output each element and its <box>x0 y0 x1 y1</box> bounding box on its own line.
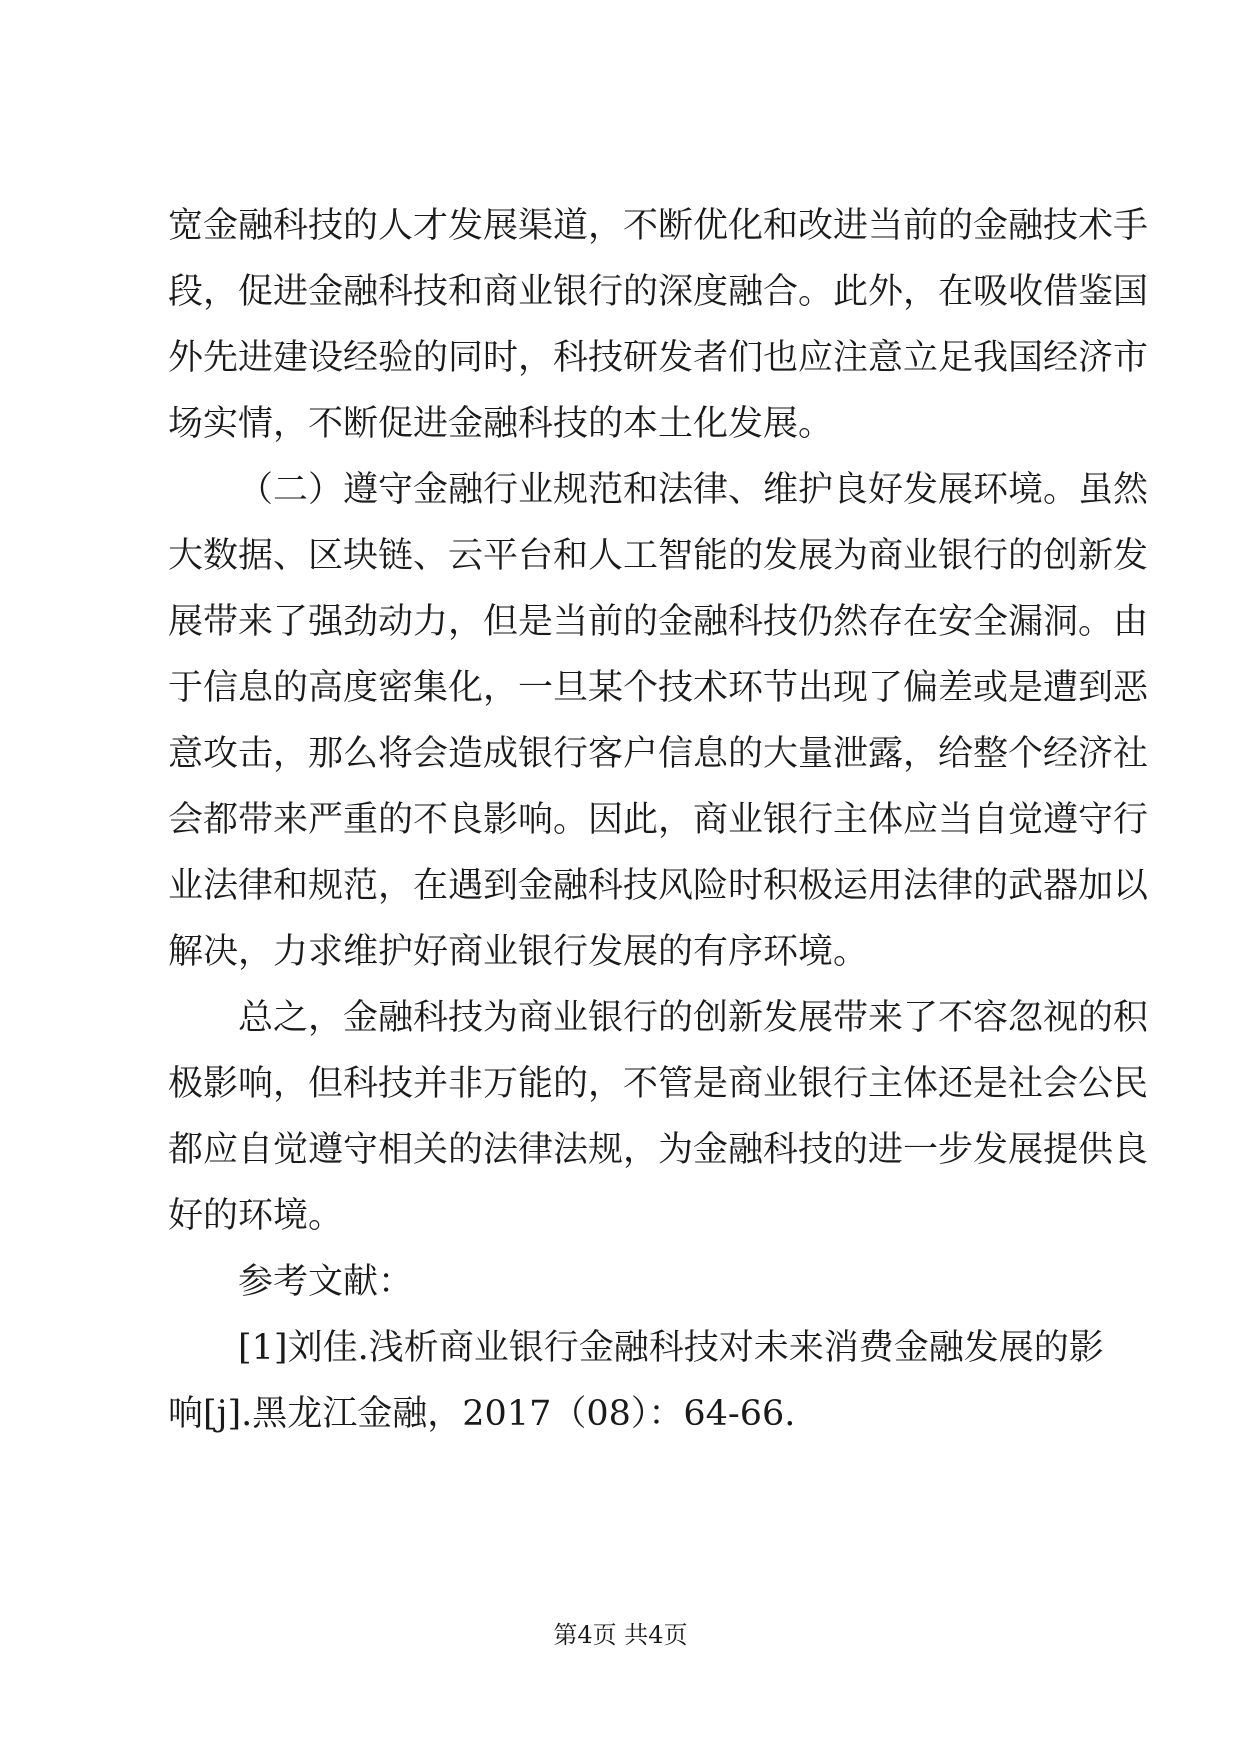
references-heading: 参考文献： <box>238 1262 414 1302</box>
conclusion-line-3: 都应自觉遵守相关的法律法规，为金融科技的进一步发展提供良 <box>168 1130 1149 1170</box>
body-line-3: 外先进建设经验的同时，科技研发者们也应注意立足我国经济市 <box>168 338 1149 378</box>
body-line-12: 解决，力求维护好商业银行发展的有序环境。 <box>168 932 869 972</box>
body-line-6: 大数据、区块链、云平台和人工智能的发展为商业银行的创新发 <box>168 536 1149 576</box>
body-line-1: 宽金融科技的人才发展渠道，不断优化和改进当前的金融技术手 <box>168 206 1149 246</box>
body-line-9: 意攻击，那么将会造成银行客户信息的大量泄露，给整个经济社 <box>168 734 1149 774</box>
section-heading-line: （二）遵守金融行业规范和法律、维护良好发展环境。虽然 <box>238 470 1149 510</box>
reference-1-line-1: [1]刘佳.浅析商业银行金融科技对未来消费金融发展的影 <box>238 1328 1104 1368</box>
body-line-8: 于信息的高度密集化，一旦某个技术环节出现了偏差或是遭到恶 <box>168 668 1149 708</box>
page-number-footer: 第4页 共4页 <box>553 1621 688 1649</box>
body-line-4: 场实情，不断促进金融科技的本土化发展。 <box>168 404 834 444</box>
conclusion-line-4: 好的环境。 <box>168 1196 344 1236</box>
body-line-7: 展带来了强劲动力，但是当前的金融科技仍然存在安全漏洞。由 <box>168 602 1149 642</box>
reference-1-line-2: 响[j].黑龙江金融，2017（08）：64-66. <box>168 1394 796 1434</box>
conclusion-line-1: 总之，金融科技为商业银行的创新发展带来了不容忽视的积 <box>238 998 1149 1038</box>
body-line-11: 业法律和规范，在遇到金融科技风险时积极运用法律的武器加以 <box>168 866 1149 906</box>
body-line-2: 段，促进金融科技和商业银行的深度融合。此外，在吸收借鉴国 <box>168 272 1149 312</box>
conclusion-line-2: 极影响，但科技并非万能的，不管是商业银行主体还是社会公民 <box>168 1064 1149 1104</box>
body-line-10: 会都带来严重的不良影响。因此，商业银行主体应当自觉遵守行 <box>168 800 1149 840</box>
